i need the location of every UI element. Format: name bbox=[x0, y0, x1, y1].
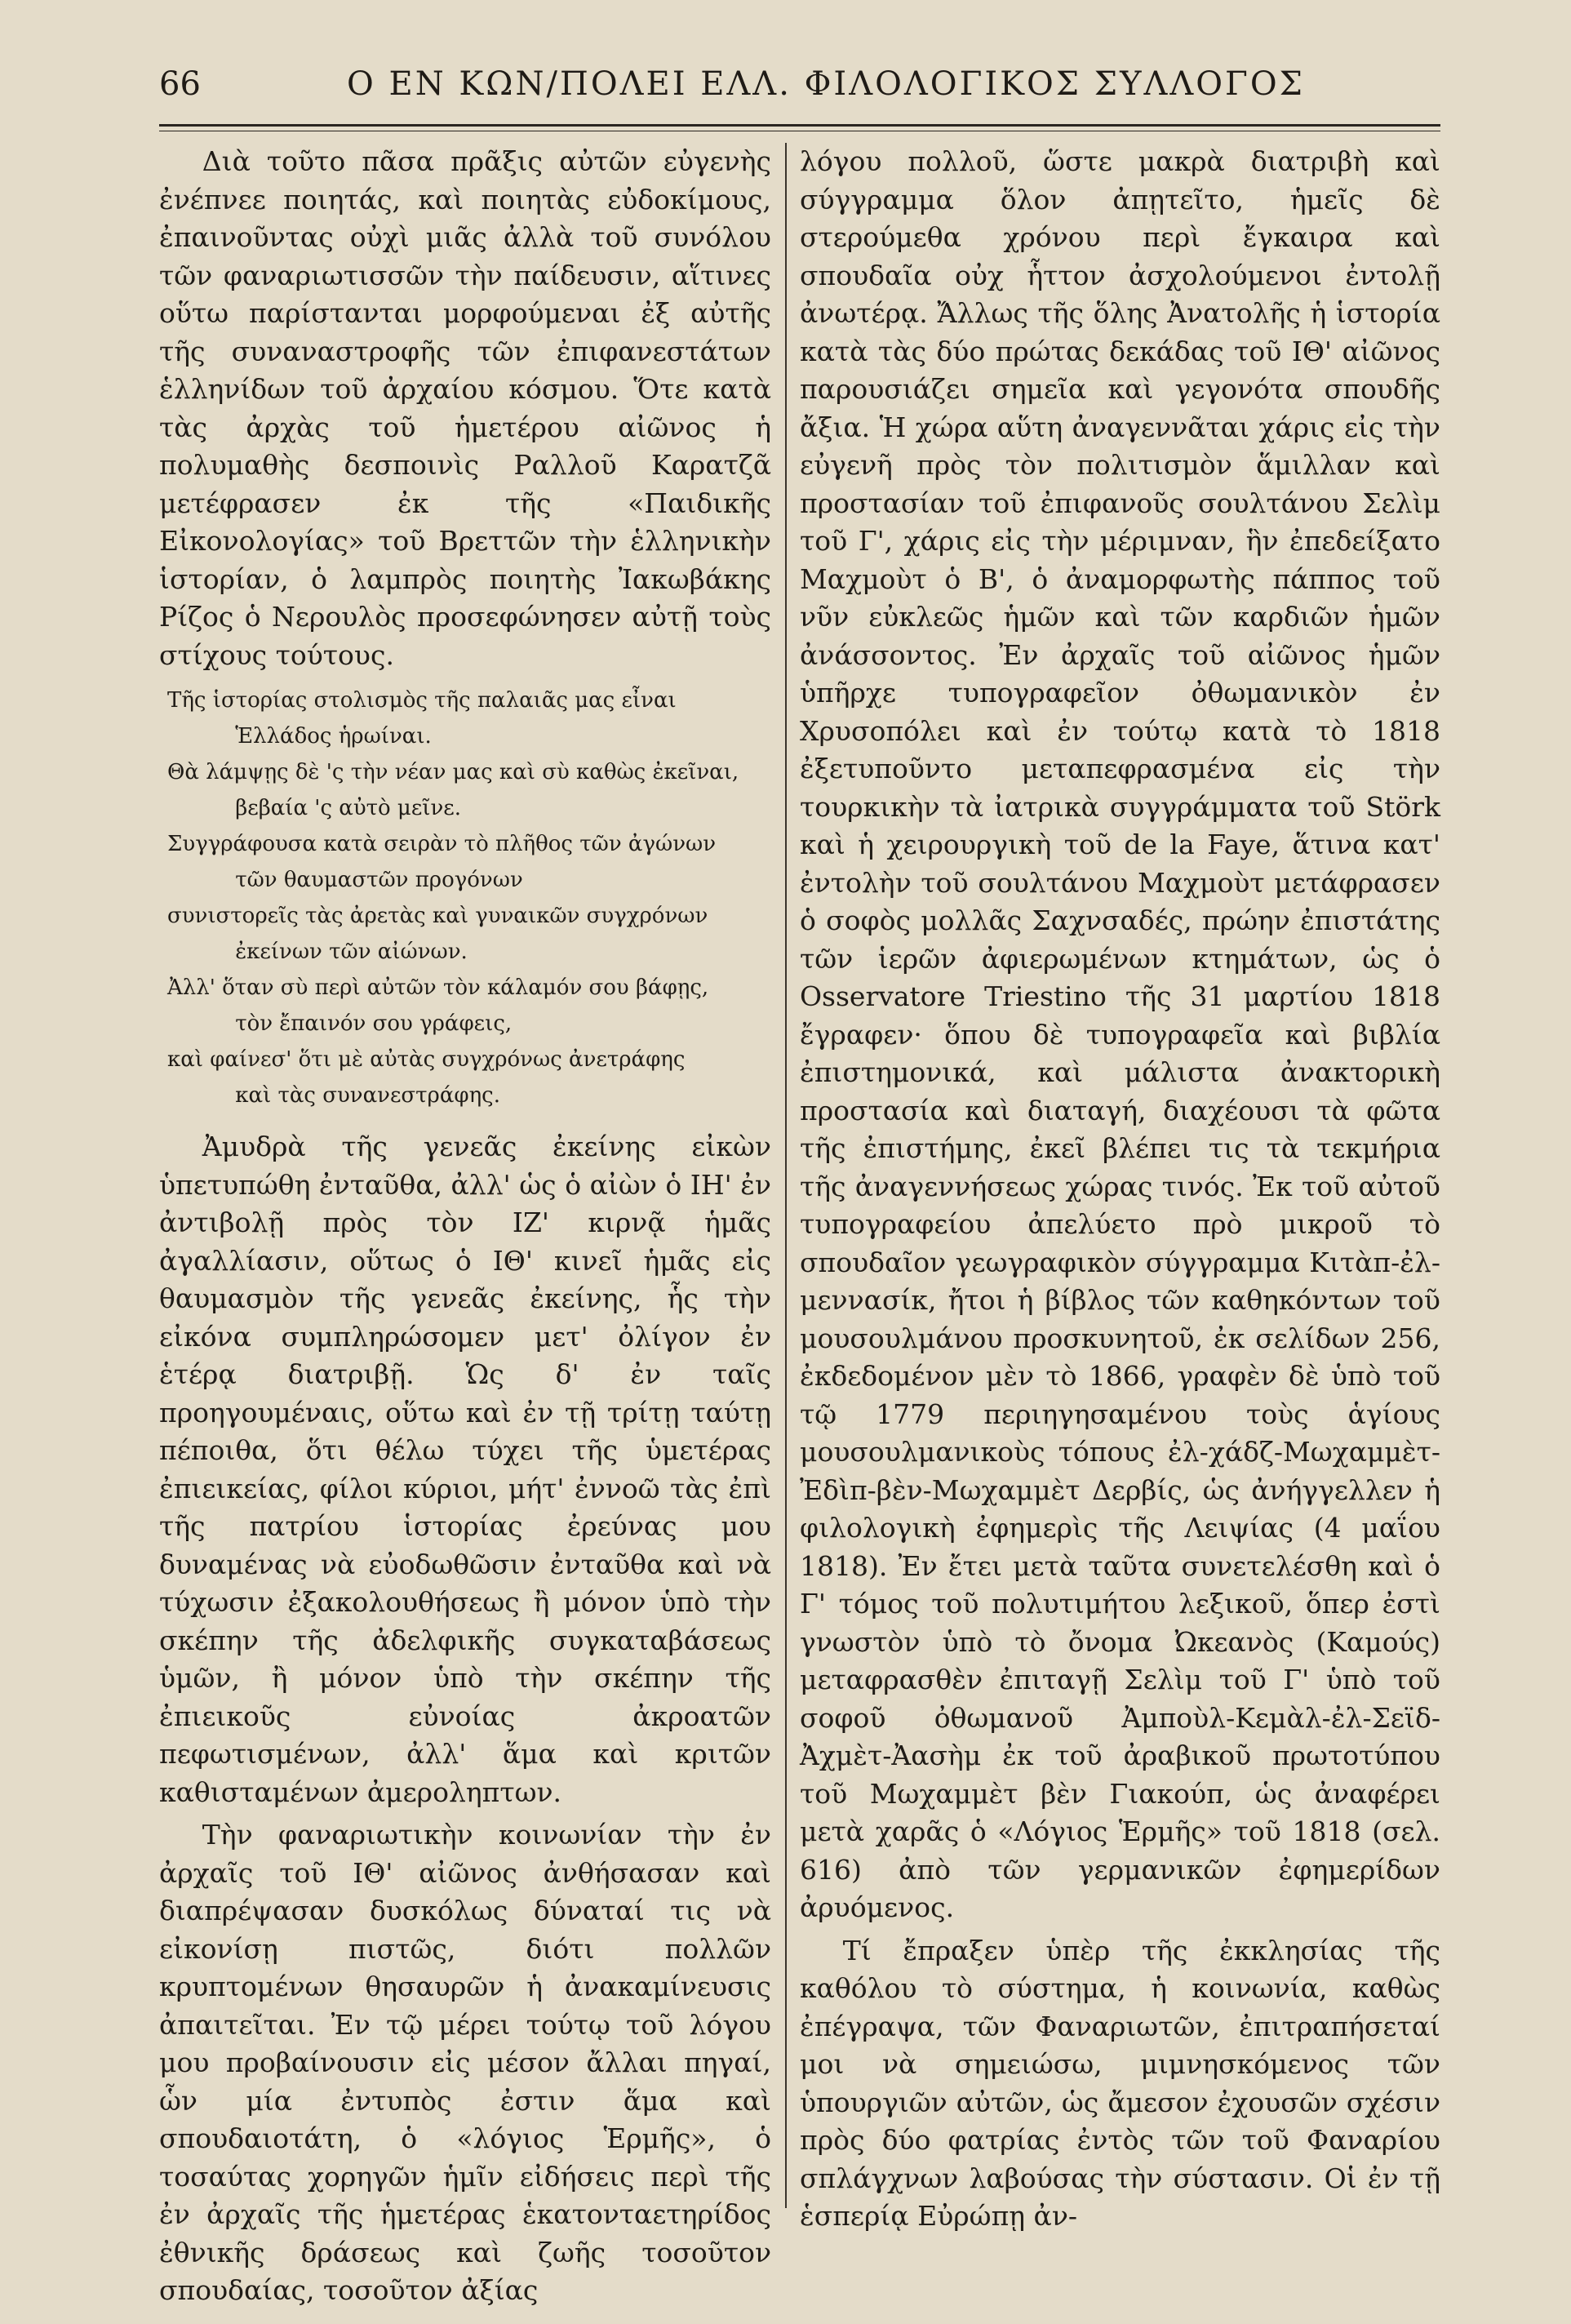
poem-line: συνιστορεῖς τὰς ἀρετὰς καὶ γυναικῶν συγχρόνων bbox=[167, 904, 708, 928]
poem-line: καὶ φαίνεσ' ὅτι μὲ αὐτὰς συγχρόνως ἀνετράφης bbox=[167, 1047, 686, 1072]
poem-line: τῶν θαυμαστῶν προγόνων bbox=[235, 868, 523, 892]
page-header bbox=[159, 65, 1440, 122]
poem-line: ἐκείνων τῶν αἰώνων. bbox=[235, 940, 468, 964]
poem-line: τὸν ἔπαινόν σου γράφεις, bbox=[235, 1011, 513, 1036]
left-paragraph-2: Ἀμυδρὰ τῆς γενεᾶς ἐκείνης εἰκὼν ὑπετυπώθη ἐνταῦθα, ἀλλ' ὡς ὁ αἰὼν ὁ ΙΗ' ἐν ἀντιβολῇ πρὸς τὸν ΙΖ' κιρνᾷ ἡμᾶς ἀγαλλίασιν, οὕτως ὁ ΙΘ' κινεῖ ἡμᾶς εἰς θαυμασμὸν τῆς γενεᾶς ἐκείνης, ἧς τὴν εἰκόνα συμπληρώσομεν μετ' ὀλίγον ἐν ἑτέρᾳ διατριβῇ. Ὡς δ' ἐν ταῖς προηγουμέναις, οὕτω καὶ ἐν τῇ τρίτῃ ταύτῃ πέποιθα, ὅτι θέλω τύχει τῆς ὑμετέρας ἐπιεικείας, φίλοι κύριοι, μήτ' ἐννοῶ τὰς ἐπὶ τῆς πατρίου ἱστορίας ἐρεύνας μου δυναμένας νὰ εὐοδωθῶσιν ἐνταῦθα καὶ νὰ τύχωσιν ἐξακολουθήσεως ἢ μόνον ὑπὸ τὴν σκέπην τῆς ἀδελφικῆς συγκαταβάσεως ὑμῶν, ἢ μόνον ὑπὸ τὴν σκέπην τῆς ἐπιεικοῦς εὐνοίας ἀκροατῶν πεφωτισμένων, ἀλλ' ἅμα καὶ κριτῶν καθισταμένων ἀμεροληπτων. bbox=[159, 1131, 771, 1808]
running-head: Ο ΕΝ ΚΩΝ/ΠΟΛΕΙ ΕΛΛ. ΦΙΛΟΛΟΓΙΚΟΣ ΣΥΛΛΟΓΟΣ bbox=[347, 65, 1305, 103]
poem-line: Τῆς ἱστορίας στολισμὸς τῆς παλαιᾶς μας εἶναι bbox=[167, 688, 677, 713]
poem-line: καὶ τὰς συνανεστράφης. bbox=[235, 1083, 500, 1108]
right-paragraph-1: λόγου πολλοῦ, ὥστε μακρὰ διατριβὴ καὶ σύγγραμμα ὅλον ἀπῃτεῖτο, ἡμεῖς δὲ στερούμεθα χρόνου περὶ ἔγκαιρα καὶ σπουδαῖα οὐχ ἧττον ἀσχολούμενοι ἐντολῇ ἀνωτέρᾳ. Ἄλλως τῆς ὅλης Ἀνατολῆς ἡ ἱστορία κατὰ τὰς δύο πρώτας δεκάδας τοῦ ΙΘ' αἰῶνος παρουσιάζει σημεῖα καὶ γεγονότα σπουδῆς ἄξια. Ἡ χώρα αὕτη ἀναγεννᾶται χάρις εἰς τὴν εὐγενῆ πρὸς τὸν πολιτισμὸν ἅμιλλαν καὶ προστασίαν τοῦ ἐπιφανοῦς σουλτάνου Σελὶμ τοῦ Γ', χάρις εἰς τὴν μέριμναν, ἣν ἐπεδείξατο Μαχμοὺτ ὁ Β', ὁ ἀναμορφωτὴς πάππος τοῦ νῦν εὐκλεῶς ἡμῶν καὶ τῶν καρδιῶν ἡμῶν ἀνάσσοντος. Ἐν ἀρχαῖς τοῦ αἰῶνος ἡμῶν ὑπῆρχε τυπογραφεῖον ὀθωμανικὸν ἐν Χρυσοπόλει καὶ ἐν τούτῳ κατὰ τὸ 1818 ἐξετυποῦντο μεταπεφρασμένα εἰς τὴν τουρκικὴν τὰ ἰατρικὰ συγγράμματα τοῦ Störk καὶ ἡ χειρουργικὴ τοῦ de la Faye, ἅτινα κατ' ἐντολὴν τοῦ σουλτάνου Μαχμοὺτ μετάφρασεν ὁ σοφὸς μολλᾶς Σαχνσαδές, πρώην ἐπιστάτης τῶν ἱερῶν ἀφιερωμένων κτημάτων, ὡς ὁ Osservatore Triestino τῆς 31 μαρτίου 1818 ἔγραφεν· ὅπου δὲ τυπογραφεῖα καὶ βιβλία ἐπιστημονικά, καὶ μάλιστα ἀνακτορικὴ προστασία καὶ διαταγή, διαχέουσι τὰ φῶτα τῆς ἐπιστήμης, ἐκεῖ βλέπει τις τὰ τεκμήρια τῆς ἀναγεννήσεως χώρας τινός. Ἐκ τοῦ αὐτοῦ τυπογραφείου ἀπελύετο πρὸ μικροῦ τὸ σπουδαῖον γεωγραφικὸν σύγγραμμα Κιτὰπ-ἐλ-μεννασίκ, ἤτοι ἡ βίβλος τῶν καθηκόντων τοῦ μουσουλμάνου προσκυνητοῦ, ἐκ σελίδων 256, ἐκδεδομένον μὲν τὸ 1866, γραφὲν δὲ ὑπὸ τοῦ τῷ 1779 περιηγησαμένου τοὺς ἁγίους μουσουλμανικοὺς τόπους ἐλ-χάδζ-Μωχαμμὲτ-Ἐδὶπ-βὲν-Μωχαμμὲτ Δερβίς, ὡς ἀνήγγελλεν ἡ φιλολογικὴ ἐφημερὶς τῆς Λειψίας (4 μαΐου 1818). Ἐν ἔτει μετὰ ταῦτα συνετελέσθη καὶ ὁ Γ' τόμος τοῦ πολυτιμήτου λεξικοῦ, ὅπερ ἐστὶ γνωστὸν ὑπὸ τὸ ὄνομα Ὠκεανὸς (Καμούς) μεταφρασθὲν ἐπιταγῇ Σελὶμ τοῦ Γ' ὑπὸ τοῦ σοφοῦ ὀθωμανοῦ Ἀμποὺλ-Κεμὰλ-ἐλ-Σεϊδ-Ἀχμὲτ-Ἀασὴμ ἐκ τοῦ ἀραβικοῦ πρωτοτύπου τοῦ Μωχαμμὲτ βὲν Γιακούπ, ὡς ἀναφέρει μετὰ χαρᾶς ὁ «Λόγιος Ἑρμῆς» τοῦ 1818 (σελ. 616) ἀπὸ τῶν γερμανικῶν ἐφημερίδων ἀρυόμενος. bbox=[800, 145, 1440, 1923]
page-number: 66 bbox=[159, 65, 201, 103]
poem-line: Ἀλλ' ὅταν σὺ περὶ αὐτῶν τὸν κάλαμόν σου βάφῃς, bbox=[167, 975, 709, 1000]
header-rule bbox=[159, 124, 1440, 127]
left-paragraph-3: Τὴν φαναριωτικὴν κοινωνίαν τὴν ἐν ἀρχαῖς τοῦ ΙΘ' αἰῶνος ἀνθήσασαν καὶ διαπρέψασαν δυσκόλως δύναταί τις νὰ εἰκονίσῃ πιστῶς, διότι πολλῶν κρυπτομένων θησαυρῶν ἡ ἀνακαμίνευσις ἀπαιτεῖται. Ἐν τῷ μέρει τούτῳ τοῦ λόγου μου προβαίνουσιν εἰς μέσον ἄλλαι πηγαί, ὧν μία ἐντυπὸς ἐστιν ἅμα καὶ σπουδαιοτάτη, ὁ «λόγιος Ἑρμῆς», ὁ τοσαύτας χορηγῶν ἡμῖν εἰδήσεις περὶ τῆς ἐν ἀρχαῖς τῆς ἡμετέρας ἑκατονταετηρίδος ἐθνικῆς δράσεως καὶ ζωῆς τοσοῦτον σπουδαίας, τοσοῦτον ἀξίας bbox=[159, 1819, 771, 2306]
right-column bbox=[800, 143, 1440, 2241]
column-divider bbox=[785, 143, 787, 2208]
left-column bbox=[159, 143, 771, 2315]
poem-line: Συγγράφουσα κατὰ σειρὰν τὸ πλῆθος τῶν ἀγώνων bbox=[167, 832, 717, 856]
poem-line: Ἑλλάδος ἡρωίναι. bbox=[235, 724, 432, 749]
right-paragraph-2: Τί ἔπραξεν ὑπὲρ τῆς ἐκκλησίας τῆς καθόλου τὸ σύστημα, ἡ κοινωνία, καθὼς ἐπέγραψα, τῶν Φαναριωτῶν, ἐπιτραπήσεταί μοι νὰ σημειώσω, μιμνησκόμενος τῶν ὑπουργιῶν αὐτῶν, ὡς ἄμεσον ἐχουσῶν σχέσιν πρὸς δύο φατρίας ἐντὸς τῶν τοῦ Φαναρίου σπλάγχνων λαβούσας τὴν σύστασιν. Οἱ ἐν τῇ ἑσπερίᾳ Εὐρώπῃ ἀν- bbox=[800, 1934, 1440, 2232]
poem-line: Θὰ λάμψῃς δὲ 'ς τὴν νέαν μας καὶ σὺ καθὼς ἐκεῖναι, bbox=[167, 760, 739, 784]
poem bbox=[167, 682, 771, 1113]
left-paragraph-1: Διὰ τοῦτο πᾶσα πρᾶξις αὐτῶν εὐγενὴς ἐνέπνεε ποιητάς, καὶ ποιητὰς εὐδοκίμους, ἐπαινοῦντας οὐχὶ μιᾶς ἀλλὰ τοῦ συνόλου τῶν φαναριωτισσῶν τὴν παίδευσιν, αἵτινες οὕτω παρίστανται μορφούμεναι ἐξ αὐτῆς τῆς συναναστροφῆς τῶν ἐπιφανεστάτων ἑλληνίδων τοῦ ἀρχαίου κόσμου. Ὅτε κατὰ τὰς ἀρχὰς τοῦ ἡμετέρου αἰῶνος ἡ πολυμαθὴς δεσποινὶς Ραλλοῦ Καρατζᾶ μετέφρασεν ἐκ τῆς «Παιδικῆς Εἰκονολογίας» τοῦ Βρεττῶν τὴν ἑλληνικὴν ἱστορίαν, ὁ λαμπρὸς ποιητὴς Ἰακωβάκης Ρίζος ὁ Νερουλὸς προσεφώνησεν αὐτῇ τοὺς στίχους τούτους. bbox=[159, 145, 771, 671]
poem-line: βεβαία 'ς αὐτὸ μεῖνε. bbox=[235, 796, 462, 820]
